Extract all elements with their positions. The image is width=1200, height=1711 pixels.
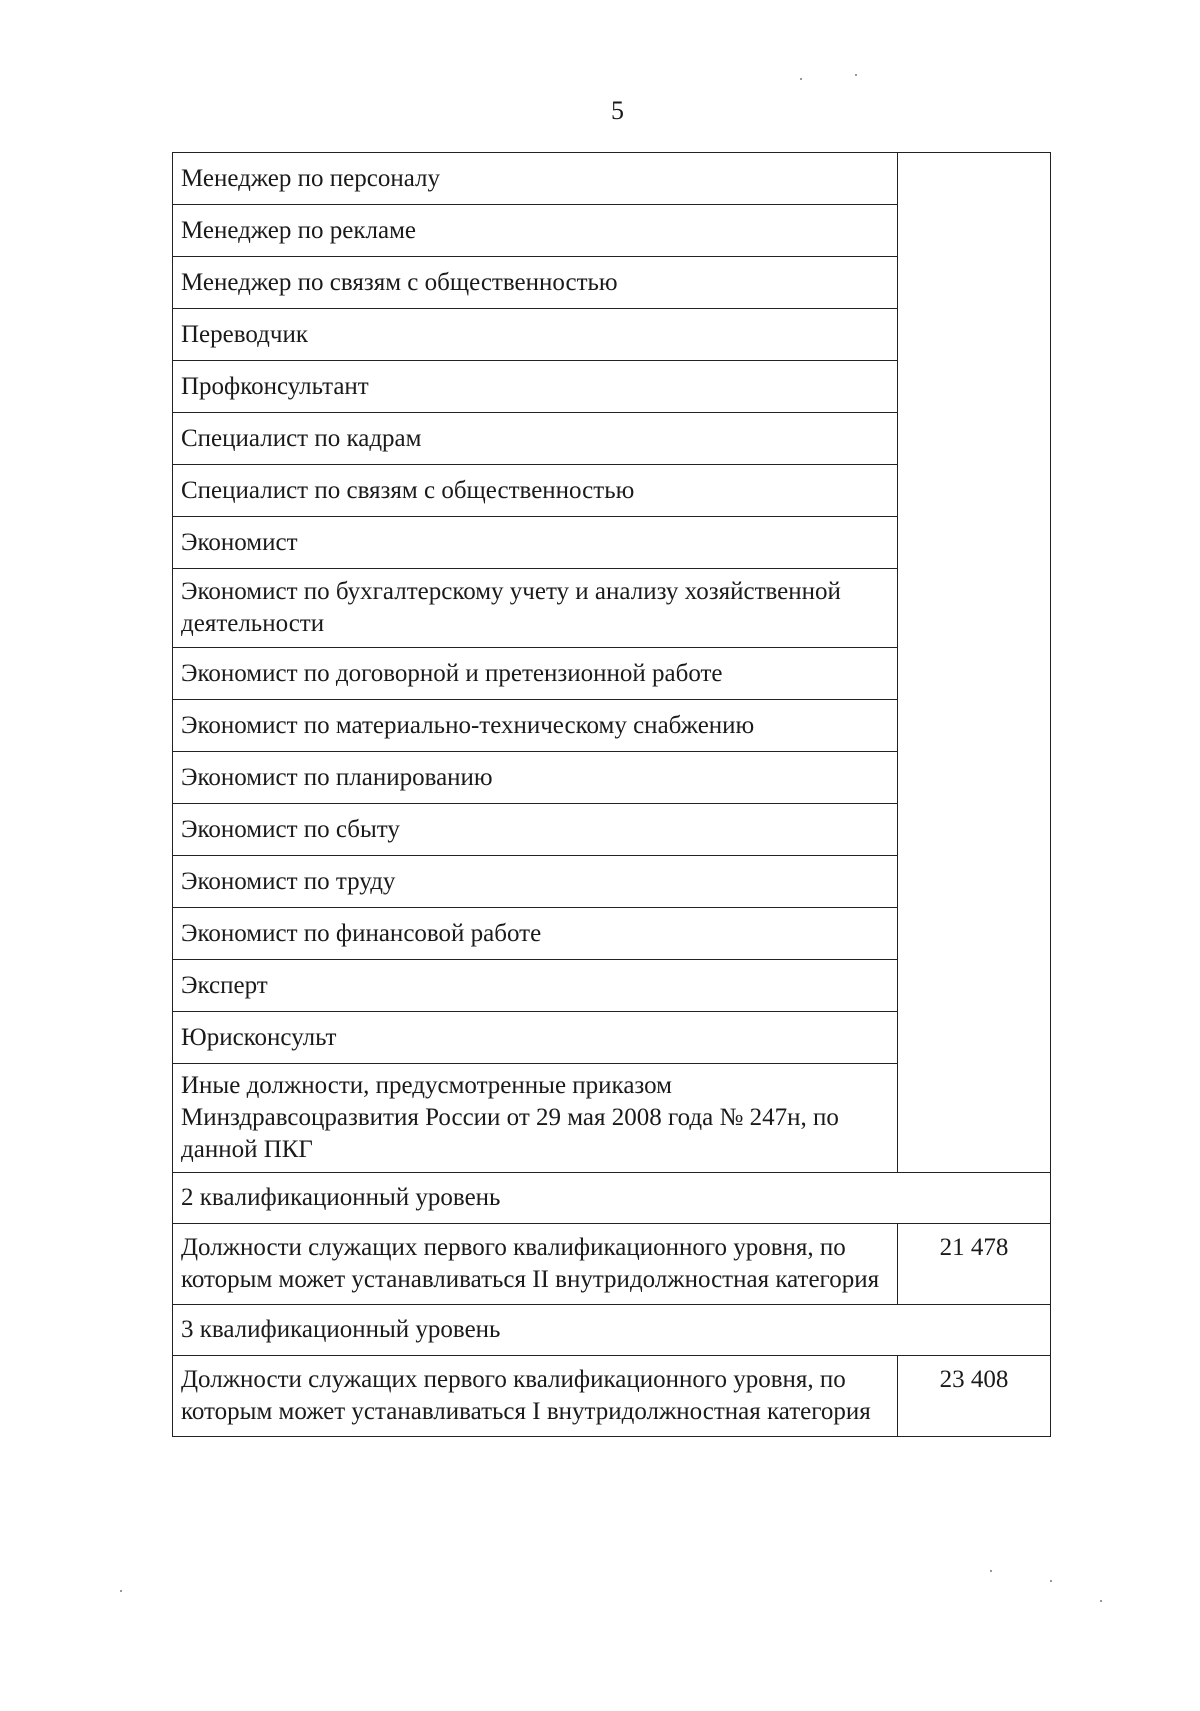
level-3-description: Должности служащих первого квалификационного уровня, по которым может устанавливаться I внутридолжностная категория <box>173 1356 898 1437</box>
position-name: Юрисконсульт <box>173 1012 898 1064</box>
scan-speck <box>120 1590 122 1592</box>
position-name: Менеджер по персоналу <box>173 153 898 205</box>
position-name: Экономист по бухгалтерскому учету и анализу хозяйственной деятельности <box>173 569 898 648</box>
level-3-row <box>173 1356 1051 1437</box>
position-name: Экономист <box>173 517 898 569</box>
level-3-amount: 23 408 <box>898 1356 1051 1437</box>
level-2-amount: 21 478 <box>898 1224 1051 1305</box>
position-name: Экономист по труду <box>173 856 898 908</box>
scan-speck <box>855 74 857 76</box>
position-name: Менеджер по рекламе <box>173 205 898 257</box>
salary-cell-empty <box>898 153 1051 1173</box>
level-2-row <box>173 1224 1051 1305</box>
scan-speck <box>1050 1580 1052 1582</box>
position-name: Специалист по кадрам <box>173 413 898 465</box>
position-name: Менеджер по связям с общественностью <box>173 257 898 309</box>
scan-speck <box>1100 1600 1102 1602</box>
position-name: Экономист по сбыту <box>173 804 898 856</box>
position-name: Экономист по договорной и претензионной работе <box>173 648 898 700</box>
level-2-title: 2 квалификационный уровень <box>173 1173 1051 1224</box>
position-name: Экономист по финансовой работе <box>173 908 898 960</box>
position-name: Экономист по материально-техническому снабжению <box>173 700 898 752</box>
level-2-header-row <box>173 1173 1051 1224</box>
position-name: Переводчик <box>173 309 898 361</box>
position-name: Профконсультант <box>173 361 898 413</box>
position-name: Специалист по связям с общественностью <box>173 465 898 517</box>
scan-speck <box>800 78 802 80</box>
scan-speck <box>990 1570 992 1572</box>
page-number: 5 <box>611 96 624 125</box>
level-2-description: Должности служащих первого квалификационного уровня, по которым может устанавливаться II внутридолжностная категория <box>173 1224 898 1305</box>
position-name: Эксперт <box>173 960 898 1012</box>
salary-table <box>172 152 1051 1437</box>
level-3-title: 3 квалификационный уровень <box>173 1305 1051 1356</box>
position-name: Иные должности, предусмотренные приказом Минздравсоцразвития России от 29 мая 2008 года № 247н, по данной ПКГ <box>173 1064 898 1173</box>
position-name: Экономист по планированию <box>173 752 898 804</box>
table-row <box>173 153 1051 205</box>
level-3-header-row <box>173 1305 1051 1356</box>
